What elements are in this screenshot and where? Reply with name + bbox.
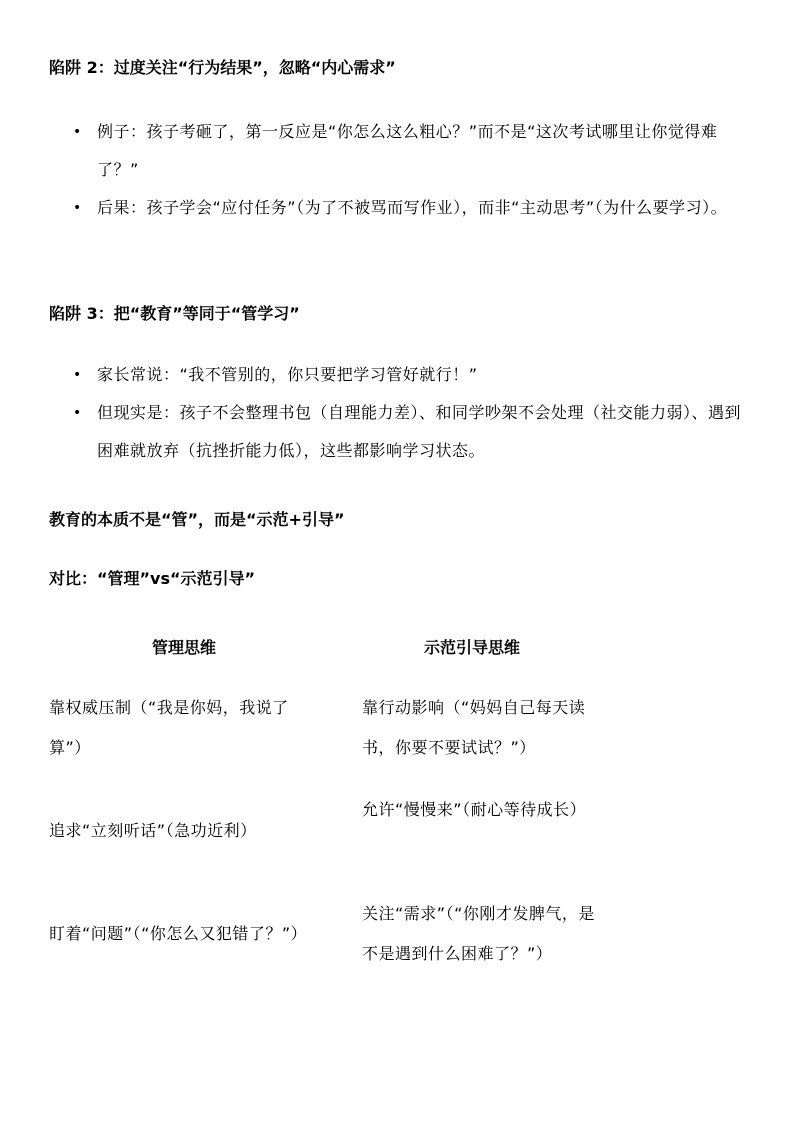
bullet-icon: • bbox=[73, 200, 82, 216]
essence-heading: 教育的本质不是“管”，而是“示范+引导” bbox=[49, 510, 345, 529]
table-cell-management: 靠权威压制（“我是你妈，我说了算”） bbox=[49, 698, 289, 757]
list-item bbox=[49, 189, 753, 227]
table-cell-guidance: 允许“慢慢来”（耐心等待成长） bbox=[362, 800, 587, 819]
list-item bbox=[49, 394, 753, 470]
trap3-list bbox=[49, 356, 753, 470]
trap3-parents-say-text: 家长常说：“我不管别的，你只要把学习管好就行！” bbox=[97, 365, 478, 384]
trap2-heading: 陷阱 2：过度关注“行为结果”，忽略“内心需求” bbox=[49, 58, 396, 77]
table-cell-guidance: 靠行动影响（“妈妈自己每天读书，你要不要试试？”） bbox=[362, 698, 586, 757]
column-header-guidance: 示范引导思维 bbox=[424, 638, 521, 657]
table-cell-management: 盯着“问题”（“你怎么又犯错了？”） bbox=[49, 924, 308, 943]
table-cell-management: 追求“立刻听话”（急功近利） bbox=[49, 821, 257, 840]
trap3-reality-text: 但现实是：孩子不会整理书包（自理能力差）、和同学吵架不会处理（社交能力弱）、遇到困难就放弃（抗挫折能力低），这些都影响学习状态。 bbox=[97, 403, 742, 460]
column-header-management: 管理思维 bbox=[152, 638, 217, 657]
bullet-icon: • bbox=[73, 367, 82, 383]
comparison-heading: 对比：“管理”vs“示范引导” bbox=[49, 569, 256, 588]
trap3-heading: 陷阱 3：把“教育”等同于“管学习” bbox=[49, 304, 300, 323]
table-cell-guidance: 关注“需求”（“你刚才发脾气，是不是遇到什么困难了？”） bbox=[362, 904, 595, 963]
bullet-icon: • bbox=[73, 405, 82, 421]
trap2-example-text: 例子：孩子考砸了，第一反应是“你怎么这么粗心？”而不是“这次考试哪里让你觉得难了？” bbox=[97, 122, 718, 179]
list-item bbox=[49, 356, 753, 394]
trap2-list bbox=[49, 113, 753, 227]
list-item bbox=[49, 113, 753, 189]
trap2-consequence-text: 后果：孩子学会“应付任务”（为了不被骂而写作业），而非“主动思考”（为什么要学习）。 bbox=[97, 198, 728, 217]
bullet-icon: • bbox=[73, 124, 82, 140]
